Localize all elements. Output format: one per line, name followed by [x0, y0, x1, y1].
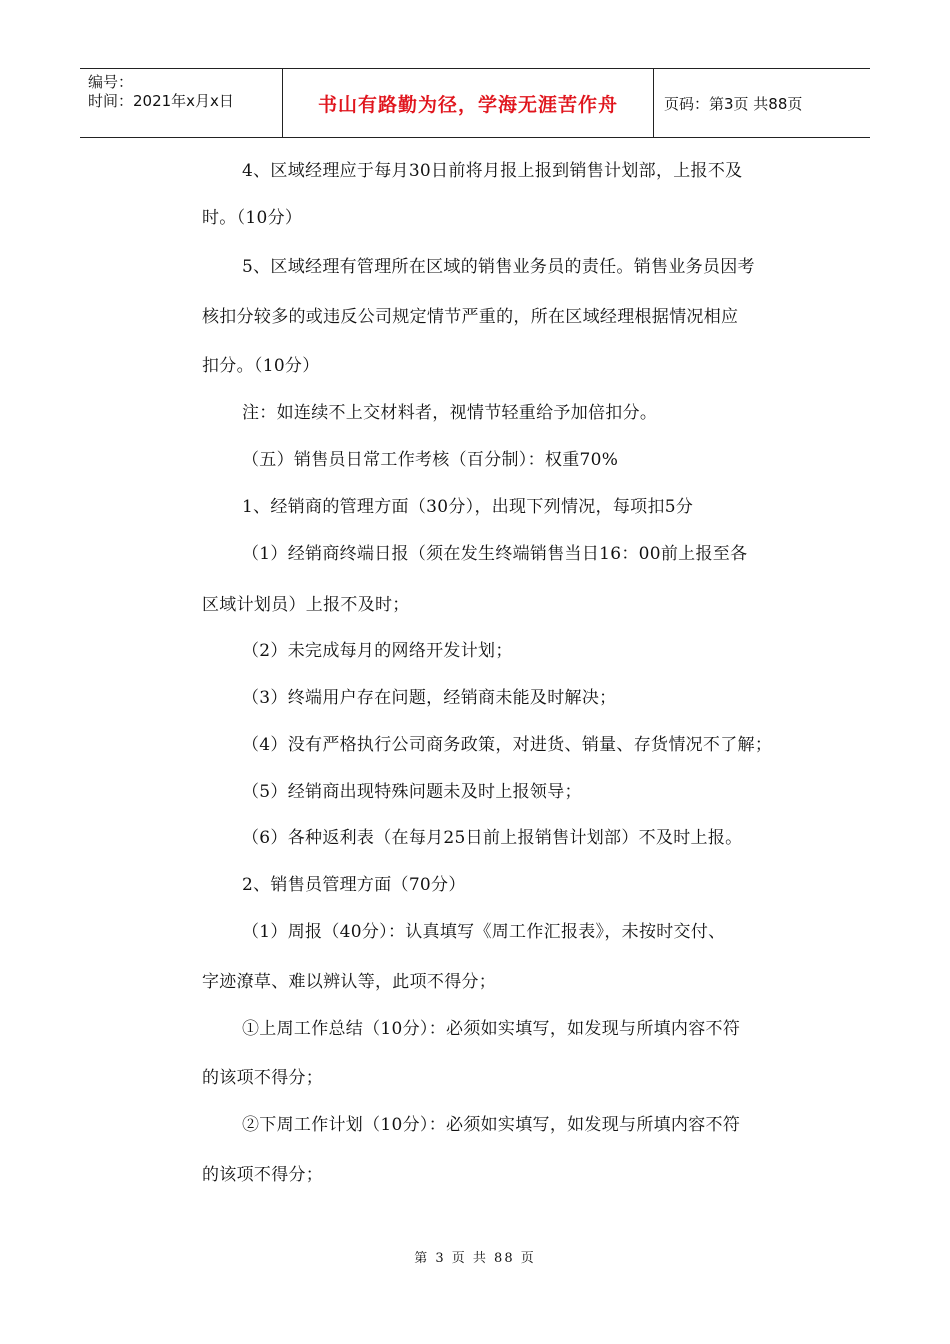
- body-line: （6）各种返利表（在每月25日前上报销售计划部）不及时上报。: [242, 828, 743, 848]
- body-line: 核扣分较多的或违反公司规定情节严重的，所在区域经理根据情况相应: [202, 307, 739, 327]
- body-line: ①上周工作总结（10分）：必须如实填写，如发现与所填内容不符: [242, 1019, 741, 1039]
- body-line: 字迹潦草、难以辨认等，此项不得分；: [202, 972, 497, 992]
- body-line: （4）没有严格执行公司商务政策，对进货、销量、存货情况不了解；: [242, 735, 773, 755]
- body-line: 2、销售员管理方面（70分）: [242, 875, 466, 895]
- page-footer: 第 3 页 共 88 页: [414, 1251, 536, 1266]
- body-line: 区域计划员）上报不及时；: [202, 595, 410, 615]
- header-page-cell: [654, 69, 870, 137]
- body-line: （5）经销商出现特殊问题未及时上报领导；: [242, 782, 582, 802]
- body-line: （3）终端用户存在问题，经销商未能及时解决；: [242, 688, 617, 708]
- header-motto-cell: [282, 69, 654, 137]
- page-header: [80, 68, 870, 138]
- body-line: ②下周工作计划（10分）：必须如实填写，如发现与所填内容不符: [242, 1115, 741, 1135]
- body-line: 4、区域经理应于每月30日前将月报上报到销售计划部，上报不及: [242, 161, 743, 181]
- body-line: 注：如连续不上交材料者，视情节轻重给予加倍扣分。: [242, 403, 658, 423]
- header-motto: 书山有路勤为径，学海无涯苦作舟: [317, 93, 618, 116]
- section-heading: （五）销售员日常工作考核（百分制）：权重70%: [242, 450, 619, 470]
- header-page-info: 页码：第3页 共88页: [664, 94, 803, 113]
- body-line: （1）周报（40分）：认真填写《周工作汇报表》，未按时交付、: [242, 922, 726, 942]
- body-line: 1、经销商的管理方面（30分），出现下列情况，每项扣5分: [242, 497, 694, 517]
- body-line: （1）经销商终端日报（须在发生终端销售当日16：00前上报至各: [242, 544, 748, 564]
- header-meta: [80, 69, 282, 137]
- document-time-label: 时间：2021年x月x日: [88, 92, 234, 110]
- body-line: 的该项不得分；: [202, 1068, 324, 1088]
- body-line: 的该项不得分；: [202, 1165, 324, 1185]
- document-number-label: 编号：: [88, 73, 134, 91]
- body-line: 扣分。（10分）: [202, 356, 320, 376]
- body-line: 5、区域经理有管理所在区域的销售业务员的责任。销售业务员因考: [242, 257, 755, 277]
- body-line: 时。（10分）: [202, 208, 303, 228]
- body-line: （2）未完成每月的网络开发计划；: [242, 641, 513, 661]
